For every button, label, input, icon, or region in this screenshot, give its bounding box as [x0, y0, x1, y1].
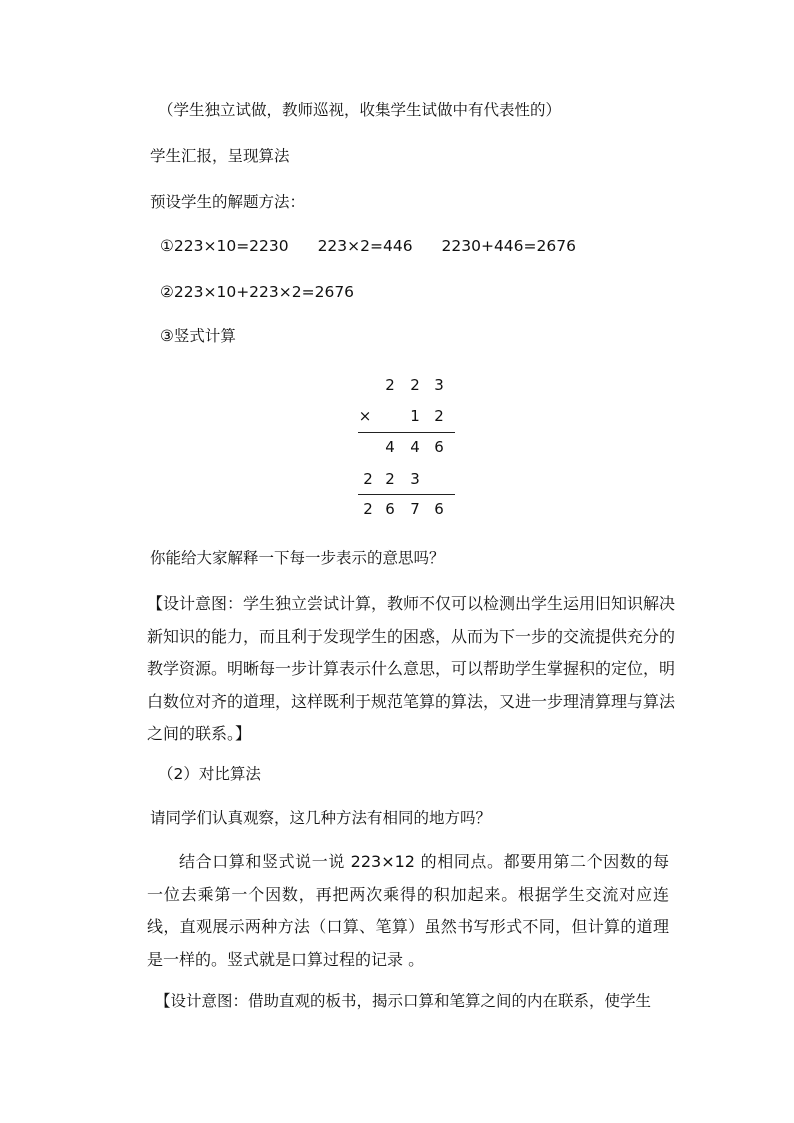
multiply-sign: × [358, 407, 372, 425]
digit: 2 [363, 500, 373, 518]
rule-1 [358, 432, 455, 433]
paragraph-compare: 结合口算和竖式说一说 223×12 的相同点。都要用第二个因数的每一位去乘第一个因数，再把两次乘得的积加起来。根据学生交流对应连线，直观展示两种方法（口算、笔算）虽然书写形式不同，但计算的道理是一样的。竖式就是口算过程的记录 。 [147, 852, 669, 969]
method-1-a: ①223×10=2230 [160, 237, 289, 255]
digit: 3 [410, 470, 420, 488]
rule-2 [358, 494, 455, 495]
digit: 6 [434, 438, 444, 456]
vertical-row-4 [355, 470, 455, 494]
method-1-b: 223×2=446 [317, 237, 413, 255]
report-line: 学生汇报，呈现算法 [150, 147, 290, 165]
design-intent-2: 【设计意图：借助直观的板书，揭示口算和笔算之间的内在联系，使学生 [155, 992, 652, 1010]
digit: 2 [385, 470, 395, 488]
digit: 6 [434, 500, 444, 518]
digit: 2 [434, 407, 444, 425]
section-2-heading: （2）对比算法 [158, 765, 261, 783]
digit: 6 [385, 500, 395, 518]
method-1 [160, 236, 576, 256]
vertical-row-5 [355, 500, 455, 524]
vertical-row-2 [355, 407, 455, 431]
method-3: ③竖式计算 [160, 327, 236, 345]
digit: 2 [410, 376, 420, 394]
note-line: （学生独立试做，教师巡视，收集学生试做中有代表性的） [158, 101, 562, 119]
digit: 3 [434, 376, 444, 394]
method-2: ②223×10+223×2=2676 [160, 283, 355, 301]
question-1: 你能给大家解释一下每一步表示的意思吗？ [150, 549, 445, 567]
vertical-calculation [355, 372, 455, 522]
digit: 2 [363, 470, 373, 488]
digit: 7 [410, 500, 420, 518]
vertical-row-1 [355, 376, 455, 400]
question-2: 请同学们认真观察，这几种方法有相同的地方吗？ [150, 809, 492, 827]
digit: 1 [410, 407, 420, 425]
digit: 4 [410, 438, 420, 456]
digit: 2 [385, 376, 395, 394]
method-1-c: 2230+446=2676 [441, 237, 576, 255]
digit: 4 [385, 438, 395, 456]
preset-line: 预设学生的解题方法： [150, 193, 306, 211]
design-intent-1: 【设计意图：学生独立尝试计算，教师不仅可以检测出学生运用旧知识解决新知识的能力，而且利于发现学生的困惑，从而为下一步的交流提供充分的教学资源。明晰每一步计算表示什么意思，可以帮助学生掌握积的定位，明白数位对齐的道理，这样既利于规范笔算的算法，又进一步理清算理与算法之间的联系。】 [147, 594, 676, 743]
vertical-row-3 [355, 438, 455, 462]
